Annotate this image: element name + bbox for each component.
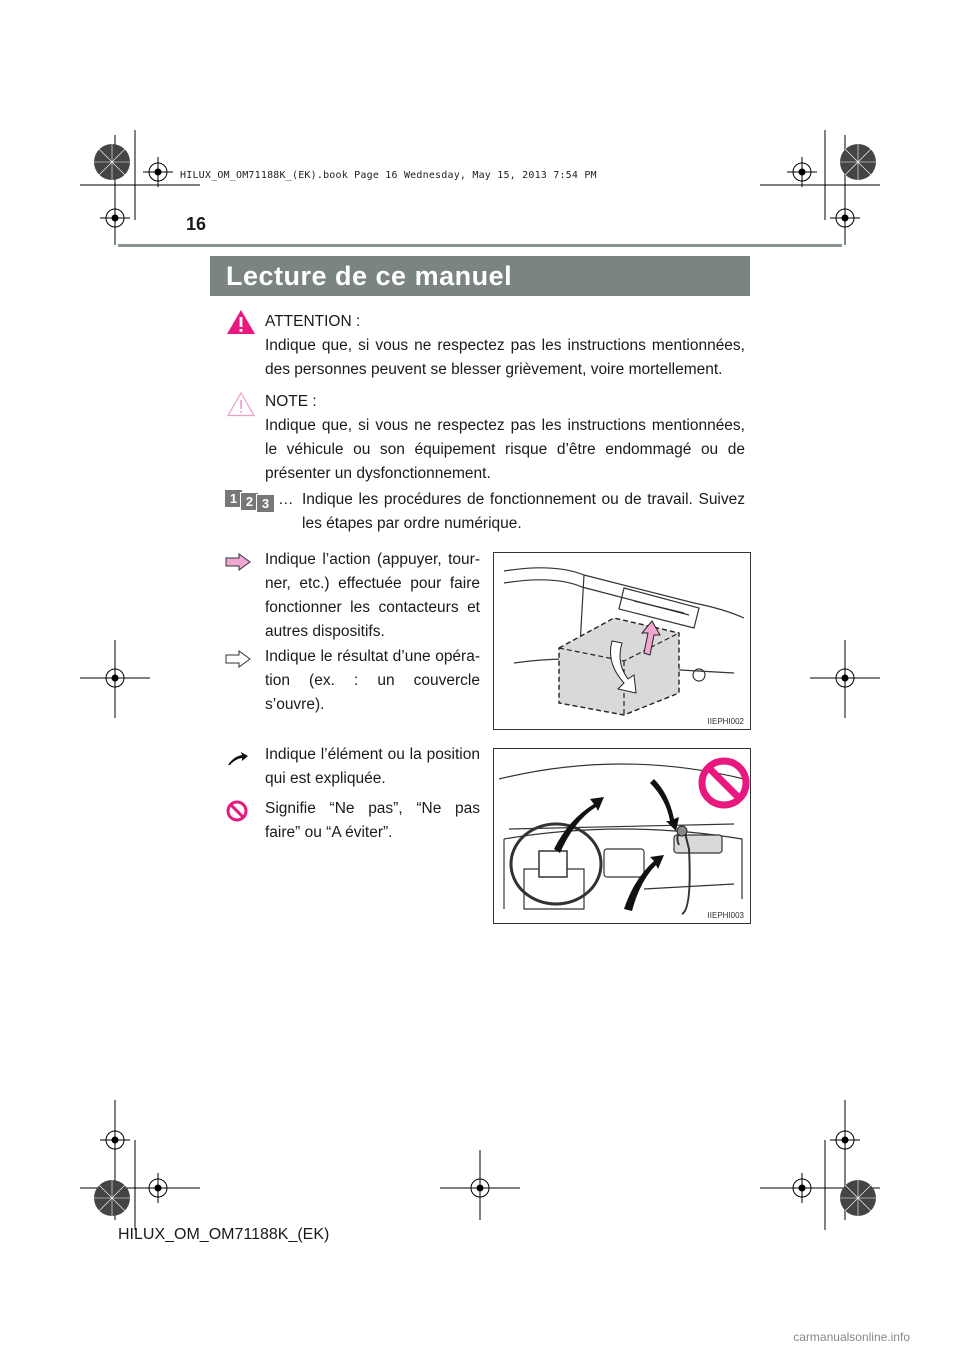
figure-code: IIEPHI002 — [707, 717, 744, 726]
item-note — [265, 390, 745, 486]
item-attention-text: Indique que, si vous ne respectez pas les instructions mentionnées, des personnes peuvent se blesser grièvement, voire mortellement. — [265, 337, 745, 378]
result-arrow-icon — [225, 650, 251, 668]
figure-overhead-console — [493, 552, 751, 730]
item-note-title: NOTE : — [265, 393, 317, 410]
step-badge: 3 — [256, 494, 275, 513]
step-numbers-icon — [225, 490, 275, 512]
warning-filled-icon — [226, 309, 256, 335]
item-steps-text: Indique les procédures de fonctionnement ou de travail. Suivez les étapes par ordre numérique. — [302, 491, 745, 532]
prohibited-icon — [226, 800, 248, 822]
pointer-arrow-icon — [226, 750, 250, 766]
dashboard-illustration — [494, 749, 750, 923]
step-badge: 1 — [225, 490, 242, 507]
page-number: 16 — [186, 214, 207, 234]
overhead-console-illustration — [494, 553, 750, 729]
warning-outline-icon — [226, 391, 256, 417]
top-divider — [118, 244, 842, 247]
figure-dashboard — [493, 748, 751, 924]
step-ellipsis: … — [278, 491, 294, 508]
item-result-text: Indique le résultat d’une opéra-tion (ex. : un couvercle s’ouvre). — [265, 648, 480, 713]
action-arrow-icon — [225, 553, 251, 571]
item-attention — [265, 310, 745, 382]
section-title: Lecture de ce manuel — [210, 256, 750, 296]
print-header: HILUX_OM_OM71188K_(EK).book Page 16 Wednesday, May 15, 2013 7:54 PM — [180, 170, 597, 181]
item-pointer-text: Indique l’élément ou la position qui est expliquée. — [265, 746, 480, 787]
page-footer: HILUX_OM_OM71188K_(EK) — [118, 1226, 330, 1243]
item-action-text: Indique l’action (appuyer, tour-ner, etc.) effectuée pour faire fonctionner les contacteurs et autres dispositifs. — [265, 551, 480, 640]
item-prohibited-text: Signifie “Ne pas”, “Ne pas faire” ou “A éviter”. — [265, 800, 480, 841]
item-attention-title: ATTENTION : — [265, 313, 361, 330]
figure-code: IIEPHI003 — [707, 911, 744, 920]
watermark: carmanualsonline.info — [793, 1330, 910, 1344]
step-badge: 2 — [240, 492, 259, 511]
item-note-text: Indique que, si vous ne respectez pas les instructions mentionnées, le véhicule ou son équipement risque d’être endommagé ou de présenter un dysfonctionnement. — [265, 417, 745, 482]
